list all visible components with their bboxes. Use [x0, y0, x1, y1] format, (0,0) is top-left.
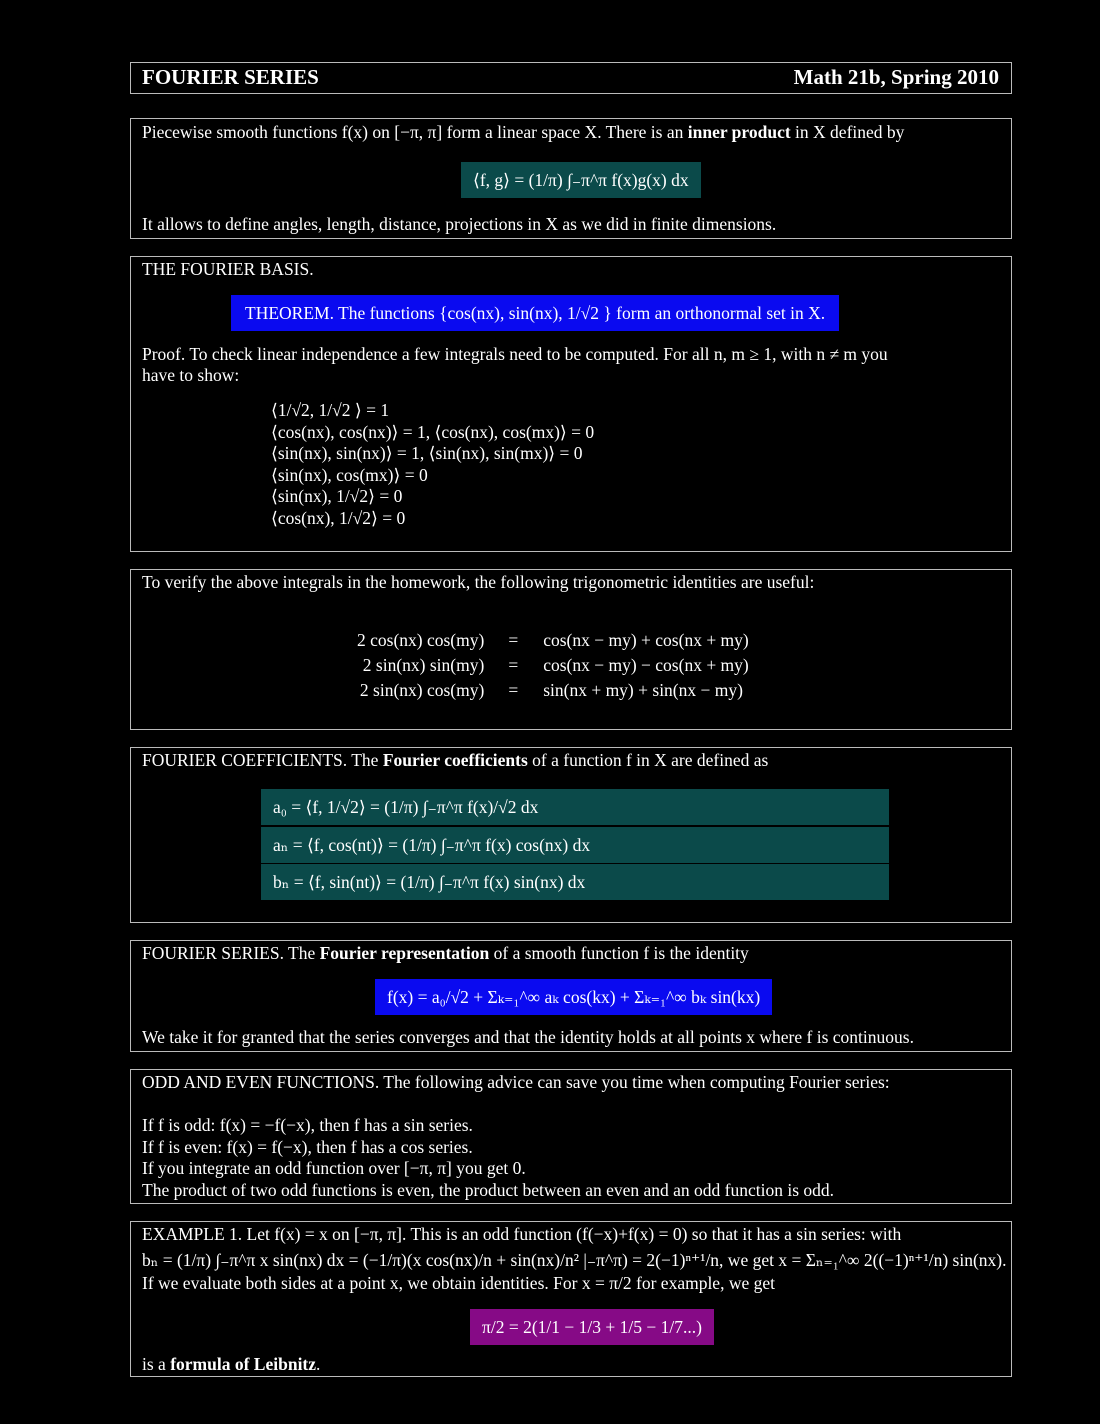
- coefficient-bn: bₙ = ⟨f, sin(nt)⟩ = (1/π) ∫₋π^π f(x) sin(nx) dx: [261, 864, 889, 900]
- equation: ⟨sin(nx), sin(nx)⟩ = 1, ⟨sin(nx), sin(mx)⟩ = 0: [271, 443, 583, 463]
- trig-intro: To verify the above integrals in the homework, the following trigonometric identities are useful:: [142, 572, 815, 592]
- theorem-box: THEOREM. The functions {cos(nx), sin(nx), 1/√2 } form an orthonormal set in X.: [231, 295, 839, 331]
- rule: If f is even: f(x) = f(−x), then f has a cos series.: [142, 1136, 473, 1157]
- proof-text-2: have to show:: [142, 365, 240, 385]
- inner-product-formula: ⟨f, g⟩ = (1/π) ∫₋π^π f(x)g(x) dx: [461, 162, 701, 198]
- example-section: [130, 1221, 1012, 1377]
- equation: ⟨1/√2, 1/√2 ⟩ = 1: [271, 400, 390, 420]
- intro-text-2: It allows to define angles, length, distance, projections in X as we did in finite dimensions.: [142, 214, 777, 234]
- identity-row: 2 sin(nx) cos(my) = sin(nx + my) + sin(nx − my): [359, 680, 743, 700]
- series-intro: FOURIER SERIES. The Fourier representation of a smooth function f is the identity: [142, 943, 749, 963]
- identity-row: 2 cos(nx) cos(my) = cos(nx − my) + cos(nx + my): [357, 630, 749, 650]
- coefficient-a0: a₀ = ⟨f, 1/√2⟩ = (1/π) ∫₋π^π f(x)/√2 dx: [261, 789, 889, 825]
- leibniz-formula: π/2 = 2(1/1 − 1/3 + 1/5 − 1/7...): [470, 1309, 714, 1345]
- equation: ⟨cos(nx), 1/√2⟩ = 0: [271, 507, 406, 528]
- course-label: Math 21b, Spring 2010: [793, 65, 999, 89]
- section-heading: THE FOURIER BASIS.: [142, 259, 314, 279]
- page-title: FOURIER SERIES: [142, 65, 319, 89]
- identities-table: [357, 628, 750, 703]
- coeff-intro: FOURIER COEFFICIENTS. The Fourier coefficients of a function f in X are defined as: [142, 750, 769, 770]
- orthonormality-equations: [271, 400, 594, 529]
- intro-text: Piecewise smooth functions f(x) on [−π, π] form a linear space X. There is an inner product in X defined by: [142, 122, 905, 142]
- fourier-coefficients-section: [130, 747, 1012, 923]
- equation: ⟨sin(nx), cos(mx)⟩ = 0: [271, 464, 428, 485]
- example-line: EXAMPLE 1. Let f(x) = x on [−π, π]. This is an odd function (f(−x)+f(x) = 0) so that it has a sin series: with: [142, 1224, 902, 1244]
- rule: If f is odd: f(x) = −f(−x), then f has a sin series.: [142, 1115, 473, 1135]
- rule: If you integrate an odd function over [−π, π] you get 0.: [142, 1158, 526, 1178]
- identity-row: 2 sin(nx) sin(my) = cos(nx − my) − cos(nx + my): [362, 655, 749, 675]
- example-conclusion: is a formula of Leibnitz.: [142, 1354, 321, 1374]
- example-line: bₙ = (1/π) ∫₋π^π x sin(nx) dx = (−1/π)(x cos(nx)/n + sin(nx)/n² |₋π^π) = 2(−1)ⁿ⁺¹/n, we get x = Σₙ₌₁^∞ 2((−1)ⁿ⁺¹/n) sin(nx).: [142, 1250, 1007, 1270]
- fourier-series-section: [130, 940, 1012, 1052]
- inner-product-section: [130, 118, 1012, 239]
- equation: ⟨cos(nx), cos(nx)⟩ = 1, ⟨cos(nx), cos(mx)⟩ = 0: [271, 421, 595, 442]
- series-note: We take it for granted that the series converges and that the identity holds at all points x where f is continuous.: [142, 1027, 914, 1047]
- rule: The product of two odd functions is even, the product between an even and an odd function is odd.: [142, 1179, 835, 1200]
- equation: ⟨sin(nx), 1/√2⟩ = 0: [271, 486, 403, 506]
- series-formula: f(x) = a₀/√2 + Σₖ₌₁^∞ aₖ cos(kx) + Σₖ₌₁^∞ bₖ sin(kx): [375, 979, 772, 1015]
- proof-text: Proof. To check linear independence a few integrals need to be computed. For all n, m ≥ 1, with n ≠ m you: [142, 344, 888, 364]
- odd-even-intro: ODD AND EVEN FUNCTIONS. The following advice can save you time when computing Fourier series:: [142, 1072, 890, 1092]
- odd-even-rules: [142, 1115, 834, 1201]
- odd-even-section: [130, 1069, 1012, 1204]
- trig-identities-section: [130, 569, 1012, 730]
- example-line: If we evaluate both sides at a point x, we obtain identities. For x = π/2 for example, we get: [142, 1273, 775, 1293]
- fourier-basis-section: [130, 256, 1012, 552]
- title-bar: [130, 62, 1012, 94]
- coefficient-an: aₙ = ⟨f, cos(nt)⟩ = (1/π) ∫₋π^π f(x) cos(nx) dx: [261, 827, 889, 863]
